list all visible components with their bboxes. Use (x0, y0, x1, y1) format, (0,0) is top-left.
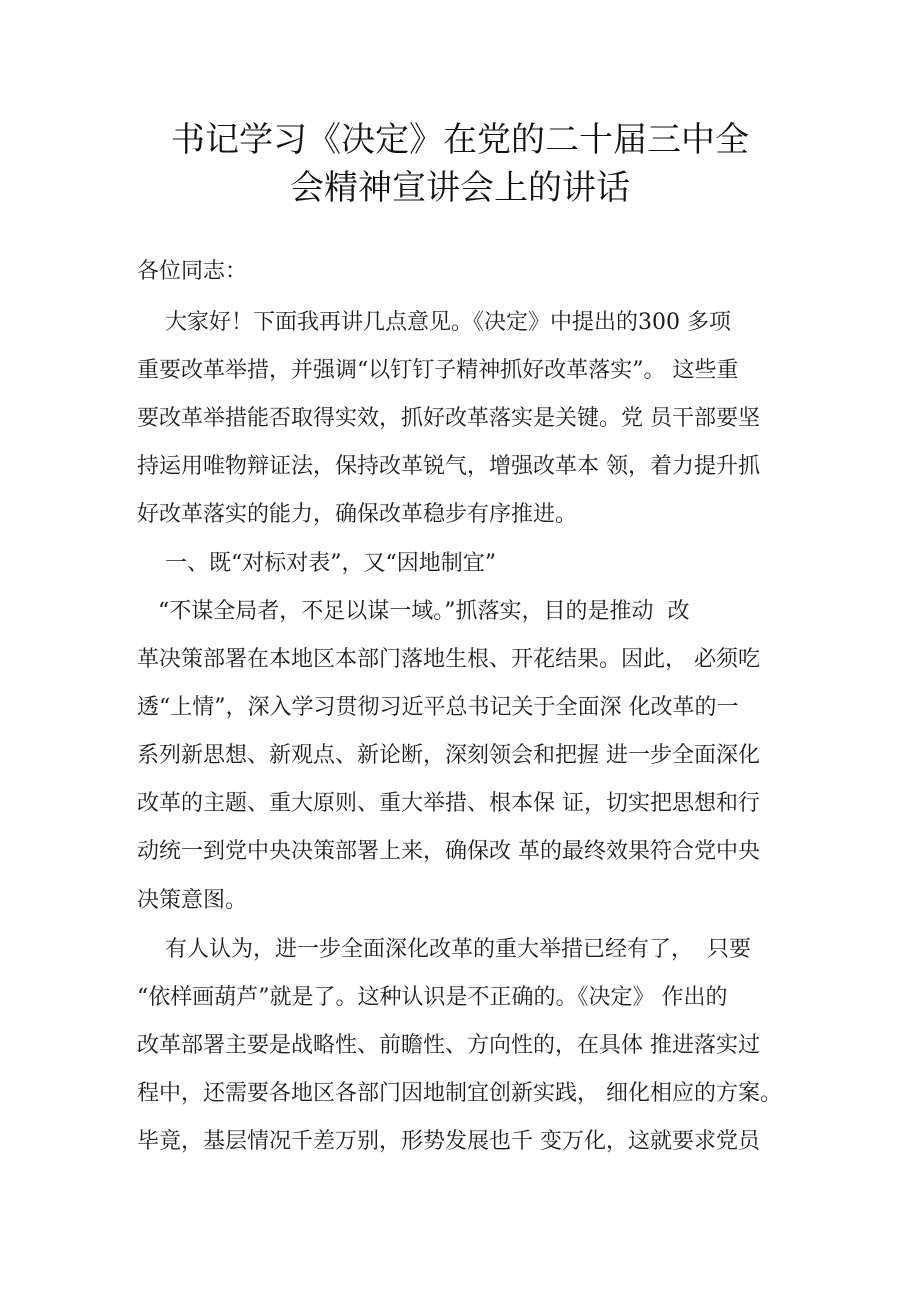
section-heading-1: 一、既“对标对表”，又“因地制宜” (137, 551, 496, 576)
paragraph-2-line-4: 系列新思想、新观点、新论断，深刻领会和把握 进一步全面深化 (137, 743, 760, 768)
paragraph-3-line-1: 有人认为，进一步全面深化改革的重大举措已经有了， 只要 (137, 937, 751, 962)
paragraph-2-line-1: “不谋全局者，不足以谋一域。”抓落实，目的是推动 改 (137, 599, 690, 624)
paragraph-1-line-4: 持运用唯物辩证法，保持改革锐气，增强改革本 领，着力提升抓 (137, 454, 760, 479)
document-title-line-2: 会精神宣讲会上的讲话 (290, 168, 630, 208)
paragraph-2-line-6: 动统一到党中央决策部署上来，确保改 革的最终效果符合党中央 (137, 839, 760, 864)
paragraph-2-line-3: 透“上情”，深入学习贯彻习近平总书记关于全面深 化改革的一 (137, 695, 739, 720)
paragraph-1-line-2: 重要改革举措，并强调“以钉钉子精神抓好改革落实”。 这些重 (137, 358, 739, 383)
paragraph-2-line-7: 决策意图。 (137, 888, 248, 913)
document-title-line-1: 书记学习《决定》在党的二十届三中全 (171, 120, 749, 160)
paragraph-3-line-4: 程中，还需要各地区各部门因地制宜创新实践， 细化相应的方案。 (137, 1081, 782, 1106)
paragraph-3-line-5: 毕竟，基层情况千差万别，形势发展也千 变万化，这就要求党员 (137, 1129, 760, 1154)
paragraph-3-line-2: “依样画葫芦”就是了。这种认识是不正确的。《决定》 作出的 (137, 985, 728, 1010)
paragraph-2-line-2: 革决策部署在本地区本部门落地生根、开花结果。因此， 必须吃 (137, 647, 760, 672)
paragraph-1-line-3: 要改革举措能否取得实效，抓好改革落实是关键。党 员干部要坚 (137, 406, 760, 431)
paragraph-1-line-1: 大家好！下面我再讲几点意见。《决定》中提出的300 多项 (137, 310, 731, 335)
paragraph-1-line-5: 好改革落实的能力，确保改革稳步有序推进。 (137, 502, 578, 527)
paragraph-2-line-5: 改革的主题、重大原则、重大举措、根本保 证，切实把思想和行 (137, 791, 760, 816)
paragraph-3-line-3: 改革部署主要是战略性、前瞻性、方向性的，在具体 推进落实过 (137, 1033, 760, 1058)
salutation: 各位同志： (137, 259, 248, 284)
